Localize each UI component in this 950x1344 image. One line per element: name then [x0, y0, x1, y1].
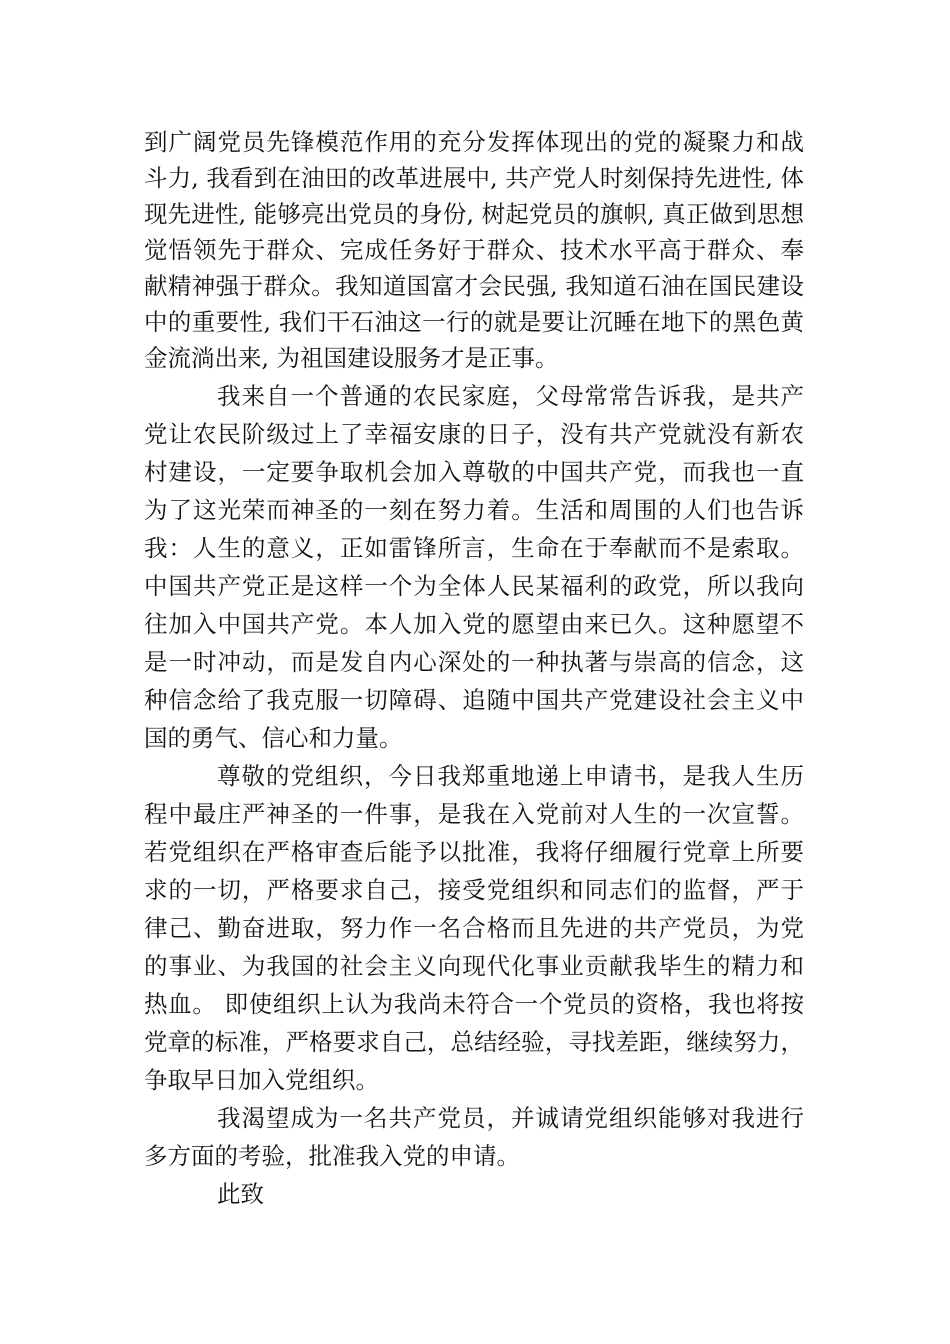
closing-salutation: 此致 — [217, 1180, 264, 1208]
text-line: 国的勇气、信心和力量。 — [144, 724, 403, 752]
text-line: 的事业、为我国的社会主义向现代化事业贡献我毕生的精力和 — [144, 952, 804, 980]
text-line: 热血。 即使组织上认为我尚未符合一个党员的资格，我也将按 — [144, 990, 804, 1018]
text-line: 觉悟领先于群众、完成任务好于群众、技术水平高于群众、奉 — [144, 236, 804, 264]
text-line: 多方面的考验，批准我入党的申请。 — [144, 1142, 520, 1170]
text-line: 中的重要性, 我们干石油这一行的就是要让沉睡在地下的黑色黄 — [144, 308, 804, 336]
text-line: 往加入中国共产党。本人加入党的愿望由来已久。这种愿望不 — [144, 610, 804, 638]
text-line: 是一时冲动，而是发自内心深处的一种执著与崇高的信念，这 — [144, 648, 804, 676]
text-line: 党章的标准，严格要求自己，总结经验，寻找差距，继续努力， — [144, 1028, 804, 1056]
paragraph-first-line: 我来自一个普通的农民家庭，父母常常告诉我，是共产 — [217, 382, 804, 410]
text-line: 律己、勤奋进取，努力作一名合格而且先进的共产党员，为党 — [144, 914, 804, 942]
text-line: 若党组织在严格审查后能予以批准，我将仔细履行党章上所要 — [144, 838, 804, 866]
paragraph-first-line: 尊敬的党组织，今日我郑重地递上申请书，是我人生历 — [217, 762, 804, 790]
text-line: 到广阔党员先锋模范作用的充分发挥体现出的党的凝聚力和战 — [144, 128, 804, 156]
text-line: 争取早日加入党组织。 — [144, 1066, 379, 1094]
text-line: 村建设，一定要争取机会加入尊敬的中国共产党，而我也一直 — [144, 458, 804, 486]
text-line: 为了这光荣而神圣的一刻在努力着。生活和周围的人们也告诉 — [144, 496, 804, 524]
text-line: 党让农民阶级过上了幸福安康的日子，没有共产党就没有新农 — [144, 420, 804, 448]
text-line: 程中最庄严神圣的一件事，是我在入党前对人生的一次宣誓。 — [144, 800, 804, 828]
text-line: 求的一切，严格要求自己，接受党组织和同志们的监督，严于 — [144, 876, 804, 904]
paragraph-first-line: 我渴望成为一名共产党员，并诚请党组织能够对我进行 — [217, 1104, 804, 1132]
text-line: 中国共产党正是这样一个为全体人民某福利的政党，所以我向 — [144, 572, 804, 600]
text-line: 金流淌出来, 为祖国建设服务才是正事。 — [144, 344, 559, 372]
text-line: 献精神强于群众。我知道国富才会民强, 我知道石油在国民建设 — [144, 272, 804, 300]
text-line: 斗力, 我看到在油田的改革进展中, 共产党人时刻保持先进性, 体 — [144, 164, 804, 192]
text-line: 现先进性, 能够亮出党员的身份, 树起党员的旗帜, 真正做到思想 — [144, 200, 804, 228]
text-line: 种信念给了我克服一切障碍、追随中国共产党建设社会主义中 — [144, 686, 804, 714]
text-line: 我：人生的意义，正如雷锋所言，生命在于奉献而不是索取。 — [144, 534, 804, 562]
